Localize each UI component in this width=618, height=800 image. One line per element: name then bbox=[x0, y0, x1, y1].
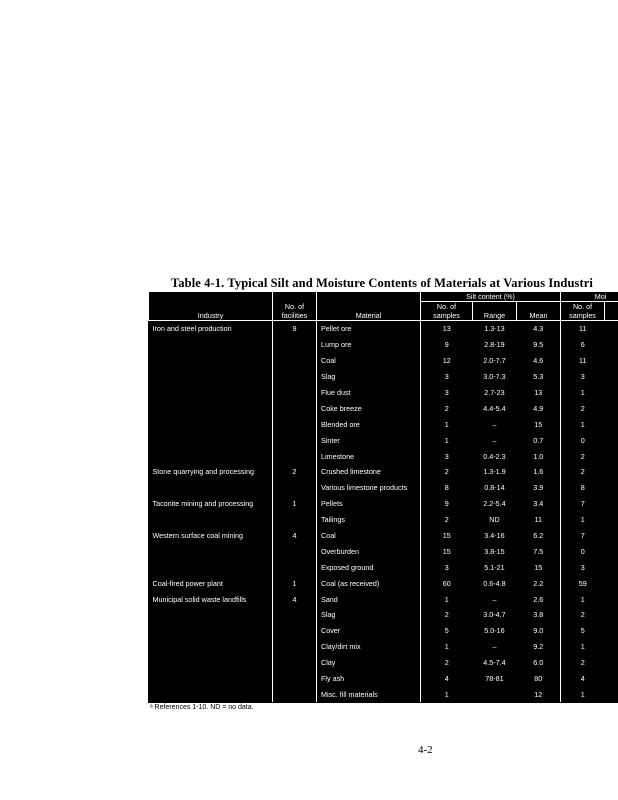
cell-mean: 4.9 bbox=[533, 403, 544, 413]
cell-material: Pellets bbox=[317, 496, 421, 512]
cell-samples: 3 bbox=[444, 388, 449, 397]
cell-moisture-samples: 59 bbox=[561, 575, 605, 591]
cell-industry: Stone quarrying and processing bbox=[149, 464, 273, 480]
table-row bbox=[149, 400, 618, 416]
cell-material: Coal bbox=[317, 528, 421, 544]
cell-material: Coal (as received) bbox=[317, 575, 421, 591]
cell-industry bbox=[149, 543, 273, 559]
cell-facilities bbox=[273, 353, 317, 369]
cell-moisture-samples: 2 bbox=[561, 400, 605, 416]
cell-moisture-samples: 2 bbox=[561, 464, 605, 480]
cell-mean: 12 bbox=[534, 689, 543, 699]
cell-facilities bbox=[273, 416, 317, 432]
cell-blank bbox=[605, 559, 618, 575]
cell-samples: 1 bbox=[444, 689, 449, 699]
cell-mean: 0.7 bbox=[533, 435, 544, 445]
cell-range: 1.3-13 bbox=[484, 324, 505, 334]
table-row bbox=[149, 543, 618, 559]
cell-blank bbox=[605, 353, 618, 369]
cell-material: Cover bbox=[317, 623, 421, 639]
cell-samples: 13 bbox=[442, 324, 451, 334]
cell-moisture-samples: 3 bbox=[561, 369, 605, 385]
cell-blank bbox=[605, 671, 618, 687]
cell-moisture-samples: 1 bbox=[561, 639, 605, 655]
table-row bbox=[149, 416, 618, 432]
cell-material: Sand bbox=[317, 591, 421, 607]
cell-industry bbox=[149, 432, 273, 448]
cell-facilities bbox=[273, 559, 317, 575]
table-row bbox=[149, 528, 618, 544]
header-moisture-rest bbox=[605, 302, 618, 321]
cell-moisture-samples: 1 bbox=[561, 416, 605, 432]
header-industry: Industry bbox=[149, 292, 273, 321]
cell-material: Slag bbox=[317, 607, 421, 623]
header-silt-group: Silt content (%) bbox=[421, 292, 561, 302]
cell-facilities bbox=[273, 607, 317, 623]
cell-industry bbox=[149, 559, 273, 575]
cell-material: Crushed limestone bbox=[317, 464, 421, 480]
cell-mean: 11 bbox=[534, 515, 542, 525]
cell-mean: 9.5 bbox=[533, 340, 544, 350]
cell-facilities bbox=[273, 686, 317, 702]
cell-samples: 2 bbox=[444, 658, 449, 668]
cell-samples: 1 bbox=[444, 435, 449, 445]
cell-moisture-samples: 11 bbox=[561, 353, 605, 369]
cell-range: 0.6-4.8 bbox=[483, 578, 506, 588]
table-row bbox=[149, 385, 618, 401]
cell-material: Misc. fill materials bbox=[317, 686, 421, 702]
cell-samples: 5 bbox=[444, 626, 449, 636]
table-row bbox=[149, 337, 618, 353]
table-row bbox=[149, 639, 618, 655]
cell-samples: 2 bbox=[444, 515, 449, 525]
cell-range: 4.4-5.4 bbox=[483, 403, 506, 413]
cell-range: 5.1-21 bbox=[484, 562, 505, 572]
cell-range: – bbox=[492, 642, 497, 652]
table-row bbox=[149, 369, 618, 385]
cell-mean: 1.0 bbox=[533, 451, 544, 461]
cell-industry bbox=[149, 607, 273, 623]
cell-mean: 3.9 bbox=[533, 483, 544, 493]
cell-mean: 5.3 bbox=[533, 372, 544, 382]
cell-samples: 1 bbox=[444, 642, 449, 652]
silt-moisture-table bbox=[148, 291, 618, 703]
page-number: 4-2 bbox=[418, 744, 433, 756]
table-row bbox=[149, 671, 618, 687]
cell-blank bbox=[605, 607, 618, 623]
table-row bbox=[149, 591, 618, 607]
header-mean: Mean bbox=[517, 302, 561, 321]
cell-material: Lump ore bbox=[317, 337, 421, 353]
cell-facilities bbox=[273, 655, 317, 671]
cell-samples: 3 bbox=[444, 451, 449, 461]
cell-samples: 12 bbox=[442, 356, 451, 366]
cell-blank bbox=[605, 575, 618, 591]
cell-range: 0.4-2.3 bbox=[483, 451, 506, 461]
cell-blank bbox=[605, 623, 618, 639]
cell-range: 1.3-1.9 bbox=[483, 467, 506, 477]
cell-facilities bbox=[273, 623, 317, 639]
cell-industry bbox=[149, 671, 273, 687]
cell-range: ND bbox=[489, 515, 500, 525]
cell-samples: 15 bbox=[442, 546, 451, 556]
cell-mean: 6.0 bbox=[533, 658, 544, 668]
cell-mean: 80 bbox=[534, 674, 543, 684]
table-row bbox=[149, 559, 618, 575]
cell-industry bbox=[149, 448, 273, 464]
cell-range: 2.0-7.7 bbox=[483, 356, 506, 366]
cell-industry bbox=[149, 385, 273, 401]
cell-samples: 9 bbox=[444, 499, 449, 509]
cell-material: Clay/dirt mix bbox=[317, 639, 421, 655]
table-footnote: ᵃ References 1-10. ND = no data. bbox=[150, 704, 254, 711]
cell-moisture-samples: 2 bbox=[561, 607, 605, 623]
cell-facilities bbox=[273, 512, 317, 528]
cell-blank bbox=[605, 337, 618, 353]
cell-samples: 15 bbox=[442, 531, 451, 541]
cell-samples: 3 bbox=[444, 372, 449, 382]
cell-range: 78-81 bbox=[485, 674, 504, 684]
cell-mean: 3.8 bbox=[533, 610, 544, 620]
cell-industry bbox=[149, 480, 273, 496]
cell-range: 4.5-7.4 bbox=[483, 658, 506, 668]
cell-range: 2.7-23 bbox=[484, 388, 505, 397]
cell-samples: 4 bbox=[444, 674, 449, 684]
cell-material: Slag bbox=[317, 369, 421, 385]
table-title: Table 4-1. Typical Silt and Moisture Contents of Materials at Various Industri bbox=[171, 276, 593, 290]
cell-blank bbox=[605, 385, 618, 401]
cell-industry bbox=[149, 655, 273, 671]
cell-industry: Iron and steel production bbox=[149, 321, 273, 337]
cell-blank bbox=[605, 432, 618, 448]
cell-moisture-samples: 1 bbox=[561, 512, 605, 528]
cell-blank bbox=[605, 369, 618, 385]
cell-material: Clay bbox=[317, 655, 421, 671]
cell-facilities: 2 bbox=[273, 464, 317, 480]
cell-range: – bbox=[492, 435, 497, 445]
table-row bbox=[149, 480, 618, 496]
cell-mean: 9.0 bbox=[533, 626, 544, 636]
cell-moisture-samples: 2 bbox=[561, 448, 605, 464]
cell-moisture-samples: 2 bbox=[561, 655, 605, 671]
cell-blank bbox=[605, 528, 618, 544]
table-row bbox=[149, 464, 618, 480]
cell-industry bbox=[149, 512, 273, 528]
table-row bbox=[149, 607, 618, 623]
cell-samples: 1 bbox=[444, 594, 449, 604]
cell-industry: Coal-fired power plant bbox=[149, 575, 273, 591]
cell-blank bbox=[605, 448, 618, 464]
cell-industry bbox=[149, 416, 273, 432]
cell-range: – bbox=[492, 419, 497, 429]
cell-blank bbox=[605, 321, 618, 337]
cell-mean: 2.6 bbox=[533, 594, 544, 604]
cell-range: 3.0-7.3 bbox=[483, 372, 506, 382]
cell-range bbox=[473, 686, 517, 702]
table-row bbox=[149, 496, 618, 512]
cell-samples: 2 bbox=[444, 467, 449, 477]
cell-blank bbox=[605, 655, 618, 671]
cell-mean: 4.3 bbox=[533, 324, 544, 334]
cell-samples: 60 bbox=[442, 578, 451, 588]
cell-blank bbox=[605, 480, 618, 496]
cell-facilities bbox=[273, 671, 317, 687]
table-row bbox=[149, 623, 618, 639]
cell-industry bbox=[149, 639, 273, 655]
cell-range: 5.0-16 bbox=[484, 626, 505, 636]
cell-blank bbox=[605, 543, 618, 559]
cell-moisture-samples: 4 bbox=[561, 671, 605, 687]
cell-samples: 2 bbox=[444, 403, 449, 413]
cell-industry: Taconite mining and processing bbox=[149, 496, 273, 512]
cell-material: Coke breeze bbox=[317, 400, 421, 416]
cell-industry bbox=[149, 369, 273, 385]
cell-blank bbox=[605, 400, 618, 416]
cell-facilities bbox=[273, 432, 317, 448]
table-row bbox=[149, 575, 618, 591]
cell-facilities: 9 bbox=[273, 321, 317, 337]
cell-blank bbox=[605, 464, 618, 480]
cell-facilities: 4 bbox=[273, 591, 317, 607]
cell-material: Exposed ground bbox=[317, 559, 421, 575]
cell-mean: 15 bbox=[534, 562, 543, 572]
table-row bbox=[149, 686, 618, 702]
cell-samples: 9 bbox=[444, 340, 449, 350]
cell-moisture-samples: 0 bbox=[561, 543, 605, 559]
cell-mean: 2.2 bbox=[533, 578, 544, 588]
cell-moisture-samples: 7 bbox=[561, 528, 605, 544]
cell-facilities bbox=[273, 337, 317, 353]
cell-mean: 4.6 bbox=[533, 356, 544, 366]
table-row bbox=[149, 353, 618, 369]
cell-material: Coal bbox=[317, 353, 421, 369]
cell-moisture-samples: 3 bbox=[561, 559, 605, 575]
table-row bbox=[149, 512, 618, 528]
cell-facilities: 4 bbox=[273, 528, 317, 544]
cell-moisture-samples: 11 bbox=[561, 321, 605, 337]
cell-facilities bbox=[273, 543, 317, 559]
table-row bbox=[149, 321, 618, 337]
cell-facilities bbox=[273, 400, 317, 416]
cell-range: 3.8-15 bbox=[484, 546, 505, 556]
cell-blank bbox=[605, 512, 618, 528]
cell-facilities bbox=[273, 369, 317, 385]
cell-mean: 3.4 bbox=[533, 499, 544, 509]
cell-range: 2.2-5.4 bbox=[483, 499, 506, 509]
cell-material: Tailings bbox=[317, 512, 421, 528]
cell-industry bbox=[149, 686, 273, 702]
cell-mean: 9.2 bbox=[533, 642, 544, 652]
cell-range: 3.4-16 bbox=[484, 531, 505, 541]
table-row bbox=[149, 655, 618, 671]
header-moisture-samples: No. of samples bbox=[561, 302, 605, 321]
cell-blank bbox=[605, 686, 618, 702]
cell-material: Pellet ore bbox=[317, 321, 421, 337]
cell-moisture-samples: 8 bbox=[561, 480, 605, 496]
cell-material: Flue dust bbox=[317, 385, 421, 401]
table-row bbox=[149, 432, 618, 448]
cell-mean: 1.6 bbox=[533, 467, 544, 477]
cell-samples: 2 bbox=[444, 610, 449, 620]
cell-industry bbox=[149, 337, 273, 353]
cell-industry bbox=[149, 623, 273, 639]
table-row bbox=[149, 448, 618, 464]
cell-material: Various limestone products bbox=[317, 480, 421, 496]
cell-material: Sinter bbox=[317, 432, 421, 448]
cell-industry: Municipal solid waste landfills bbox=[149, 591, 273, 607]
cell-moisture-samples: 0 bbox=[561, 432, 605, 448]
cell-blank bbox=[605, 591, 618, 607]
data-table bbox=[148, 291, 618, 702]
cell-moisture-samples: 5 bbox=[561, 623, 605, 639]
cell-material: Fly ash bbox=[317, 671, 421, 687]
cell-industry bbox=[149, 353, 273, 369]
cell-material: Overburden bbox=[317, 543, 421, 559]
cell-mean: 7.5 bbox=[533, 546, 544, 556]
cell-facilities bbox=[273, 639, 317, 655]
header-silt-samples: No. of samples bbox=[421, 302, 473, 321]
cell-samples: 8 bbox=[444, 483, 449, 493]
cell-blank bbox=[605, 496, 618, 512]
header-moisture-group: Moi bbox=[561, 292, 618, 302]
cell-moisture-samples: 1 bbox=[561, 591, 605, 607]
cell-facilities bbox=[273, 385, 317, 401]
cell-range: – bbox=[492, 594, 497, 604]
cell-industry: Western surface coal mining bbox=[149, 528, 273, 544]
cell-moisture-samples: 1 bbox=[561, 686, 605, 702]
cell-facilities: 1 bbox=[273, 496, 317, 512]
header-material: Material bbox=[317, 292, 421, 321]
header-facilities: No. of facilities bbox=[273, 292, 317, 321]
cell-range: 0.8-14 bbox=[484, 483, 505, 493]
cell-industry bbox=[149, 400, 273, 416]
cell-moisture-samples: 7 bbox=[561, 496, 605, 512]
cell-mean: 6.2 bbox=[533, 531, 544, 541]
cell-facilities: 1 bbox=[273, 575, 317, 591]
cell-samples: 1 bbox=[444, 419, 449, 429]
cell-mean: 13 bbox=[534, 388, 543, 397]
cell-blank bbox=[605, 639, 618, 655]
cell-material: Blended ore bbox=[317, 416, 421, 432]
cell-range: 2.8-19 bbox=[484, 340, 505, 350]
cell-facilities bbox=[273, 448, 317, 464]
cell-mean: 15 bbox=[534, 419, 543, 429]
header-range: Range bbox=[473, 302, 517, 321]
cell-blank bbox=[605, 416, 618, 432]
cell-range: 3.0-4.7 bbox=[483, 610, 506, 620]
cell-moisture-samples: 1 bbox=[561, 385, 605, 401]
cell-material: Limestone bbox=[317, 448, 421, 464]
cell-samples: 3 bbox=[444, 562, 449, 572]
cell-facilities bbox=[273, 480, 317, 496]
cell-moisture-samples: 6 bbox=[561, 337, 605, 353]
